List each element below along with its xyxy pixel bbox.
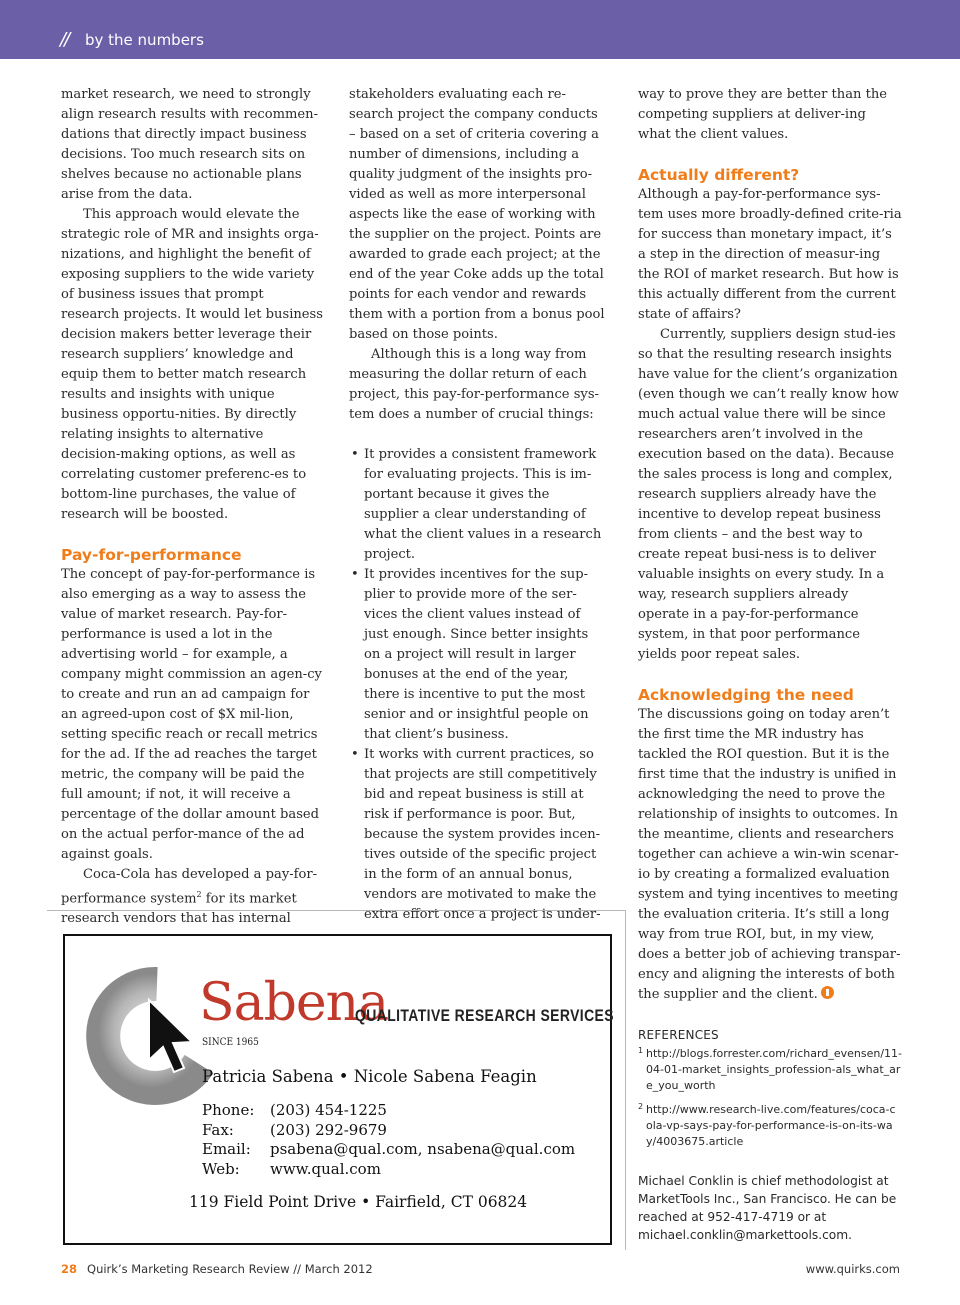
publication-name: Quirk’s Marketing Research Review // March 2012 [87, 1262, 373, 1276]
paragraph: This approach would elevate the strategic role of MR and insights orga-nizations, and highlight the benefit of exposing suppliers to the wide variety of business issues that prompt research projects. It would let business decision makers better leverage their research suppliers’ knowledge and equip them to better match research results and insights with unique business opportu-nities. By directly relating insights to alternative decision-making options, as well as correlating customer preferenc-es to bottom-line purchases, the value of research will be boosted. [61, 207, 323, 522]
paragraph: The concept of pay-for-performance is also emerging as a way to assess the value of market research. Pay-for-performance is used a lot in the advertising world – for example, a company might commission an agen-cy to create and run an ad campaign for an agreed-upon cost of $X mil-lion, setting specific reach or recall metrics for the ad. If the ad reaches the target metric, the company will be paid the full amount; if not, it will receive a percentage of the dollar amount based on the actual perfor-mance of the ad against goals. [61, 567, 322, 862]
end-of-article-icon [821, 986, 834, 999]
ad-phone-row [202, 1101, 575, 1121]
reference-link[interactable]: http://www.research-live.com/features/coca-cola-vp-says-pay-for-performance-is-on-its-way/4003675.article [646, 1103, 896, 1148]
reference-number: 1 [638, 1046, 644, 1055]
references-section [638, 1026, 902, 1150]
bullet-icon: • [351, 567, 359, 582]
ad-fax-row [202, 1121, 575, 1141]
references-title: REFERENCES [638, 1028, 719, 1042]
list-item-text: It works with current practices, so that projects are still competitively bid and repeat business is still at risk if performance is poor. But, because the system provides incen-tives outside of the specific project in the form of an annual bonus, vendors are motivated to make the extra effort once a project is under- [364, 747, 601, 922]
ad-contact-names: Patricia Sabena • Nicole Sabena Feagin [202, 1067, 537, 1086]
ad-fax-value: (203) 292-9679 [270, 1120, 387, 1139]
ad-email-label: Email: [202, 1140, 251, 1158]
reference-item [638, 1102, 902, 1150]
subheading-pay-for-performance: Pay-for-performance [61, 546, 242, 564]
article-column-3 [638, 85, 902, 1005]
ad-web-label: Web: [202, 1159, 240, 1178]
bullet-icon: • [351, 447, 359, 462]
list-item [349, 445, 607, 565]
paragraph [638, 705, 902, 1005]
subheading-actually-different: Actually different? [638, 166, 800, 184]
ad-phone-label: Phone: [202, 1101, 255, 1119]
ad-since: SINCE 1965 [202, 1037, 259, 1048]
paragraph-text: Coca-Cola has developed a pay-for-performance system [61, 867, 318, 907]
section-header-bar [0, 0, 960, 59]
paragraph: Currently, suppliers design stud-ies so that the resulting research insights have value for the client’s organization (even though we can’t really know how much actual value there will be since researchers aren’t involved in the execution based on the data). Because the sales process is long and complex, research suppliers already have the incentive to develop repeat business from clients – and the best way to create repeat busi-ness is to deliver valuable insights on every study. In a way, research suppliers already operate in a pay-for-performance system, in that poor performance yields poor repeat sales. [638, 327, 899, 662]
ad-phone-value: (203) 454-1225 [270, 1101, 387, 1119]
bullet-icon: • [351, 747, 359, 762]
page-footer-left [61, 1262, 373, 1276]
footer-url[interactable]: www.quirks.com [805, 1262, 900, 1276]
ad-web-row [202, 1160, 575, 1180]
page-number: 28 [61, 1262, 78, 1276]
paragraph: market research, we need to strongly align research results with recommen-dations that directly impact business decisions. Too much research sits on shelves because no actionable plans arise from the data. [61, 87, 319, 202]
section-slashes: // [60, 29, 69, 50]
paragraph: Although a pay-for-performance sys-tem uses more broadly-defined crite-ria for success than monetary impact, it’s a step in the direction of measur-ing the ROI of market research. But how is this actually different from the current state of affairs? [638, 187, 902, 322]
ad-fax-label: Fax: [202, 1120, 234, 1139]
ad-web-value[interactable]: www.qual.com [270, 1159, 381, 1178]
paragraph: stakeholders evaluating each re-search project the company conducts – based on a set of criteria covering a number of dimensions, including a quality judgment of the insights pro-vided as well as more interpersonal aspects like the ease of working with the supplier on the project. Points are awarded to grade each project; at the end of the year Coke adds up the total points for each vendor and rewards them with a portion from a bonus pool based on those points. [349, 87, 605, 342]
list-item-text: It provides a consistent framework for evaluating projects. This is im-portant because it gives the supplier a clear understanding of what the client values in a research project. [364, 447, 602, 562]
bullet-list [349, 445, 607, 925]
ad-email-value[interactable]: psabena@qual.com, nsabena@qual.com [270, 1140, 576, 1158]
list-item-text: It provides incentives for the sup-plier to provide more of the ser-vices the client values instead of just enough. Since better insights on a project will result in larger bonuses at the end of the year, there is incentive to put the most senior and or insightful people on that client’s business. [364, 567, 589, 742]
sabena-advertisement[interactable] [63, 934, 612, 1245]
ad-tagline: QUALITATIVE RESEARCH SERVICES [355, 1006, 614, 1025]
subheading-acknowledging-the-need: Acknowledging the need [638, 686, 854, 704]
ad-email-row [202, 1140, 575, 1160]
paragraph: way to prove they are better than the competing suppliers at deliver-ing what the client values. [638, 87, 888, 142]
section-title: by the numbers [85, 31, 204, 49]
reference-number: 2 [638, 1102, 644, 1111]
paragraph-text: The discussions going on today aren’t the first time the MR industry has tackled the ROI question. But it is the first time that the industry is unified in acknowledging the need to prove the relationship of insights to outcomes. In the meantime, clients and researchers together can achieve a win-win scenar-io by creating a formalized evaluation system and tying incentives to meeting the evaluation criteria. It’s still a long way from true ROI, but, in my view, does a better job of achieving transpar-ency and aligning the interests of both the supplier and the client. [638, 707, 901, 1002]
author-bio: Michael Conklin is chief methodologist at MarketTools Inc., San Francisco. He can be reached at 952-417-4719 or at michael.conklin@markettools.com. [638, 1174, 897, 1242]
paragraph-text: for its market research vendors that has internal [61, 891, 297, 927]
article-column-2 [349, 85, 607, 925]
ad-address: 119 Field Point Drive • Fairfield, CT 06824 [189, 1193, 528, 1211]
list-item [349, 565, 607, 745]
ad-contact-details [202, 1101, 575, 1179]
article-column-1 [61, 85, 323, 929]
footnote-ref: 2 [196, 890, 202, 899]
ad-brand-name: Sabena [199, 973, 389, 1033]
reference-link[interactable]: http://blogs.forrester.com/richard_evensen/11-04-01-market_insights_profession-als_what_are_you_worth [646, 1047, 902, 1092]
list-item [349, 745, 607, 925]
reference-item [638, 1046, 902, 1094]
paragraph: Although this is a long way from measuring the dollar return of each project, this pay-for-performance sys-tem does a number of crucial things: [349, 347, 599, 422]
